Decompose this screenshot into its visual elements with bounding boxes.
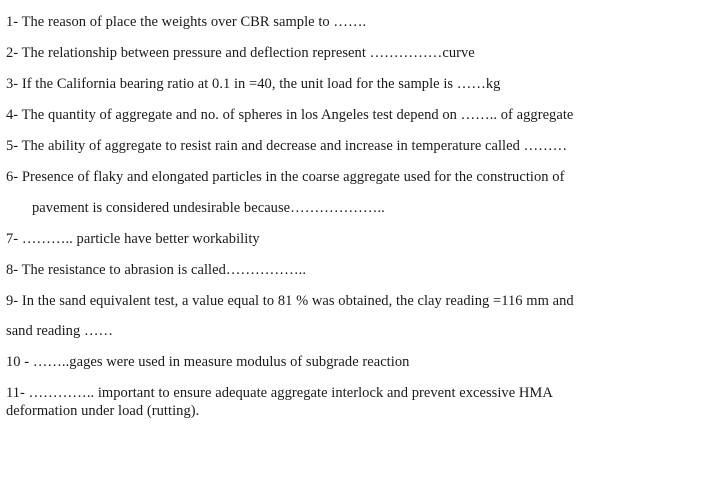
question-9-line-1: 9- In the sand equivalent test, a value equal to 81 % was obtained, the clay reading =116 mm and bbox=[6, 293, 574, 309]
question-11-line-1: 11- ………….. important to ensure adequate aggregate interlock and prevent excessive HMA bbox=[6, 385, 553, 401]
question-2-line-1: 2- The relationship between pressure and deflection represent ……………curve bbox=[6, 45, 475, 61]
question-5-line-1: 5- The ability of aggregate to resist rain and decrease and increase in temperature called ……… bbox=[6, 138, 568, 154]
question-1-line-1: 1- The reason of place the weights over CBR sample to ……. bbox=[6, 14, 367, 30]
question-11-line-2: deformation under load (rutting). bbox=[6, 403, 200, 419]
question-6-line-1: 6- Presence of flaky and elongated particles in the coarse aggregate used for the construction of bbox=[6, 169, 565, 185]
question-6-line-2: pavement is considered undesirable because……………….. bbox=[32, 200, 385, 216]
question-9-line-2: sand reading …… bbox=[6, 323, 114, 339]
question-7-line-1: 7- ……….. particle have better workability bbox=[6, 231, 260, 247]
question-3-line-1: 3- If the California bearing ratio at 0.1 in =40, the unit load for the sample is ……kg bbox=[6, 76, 501, 92]
question-10-line-1: 10 - ……..gages were used in measure modulus of subgrade reaction bbox=[6, 354, 410, 370]
question-4-line-1: 4- The quantity of aggregate and no. of spheres in los Angeles test depend on …….. of aggregate bbox=[6, 107, 574, 123]
question-8-line-1: 8- The resistance to abrasion is called…………….. bbox=[6, 262, 307, 278]
